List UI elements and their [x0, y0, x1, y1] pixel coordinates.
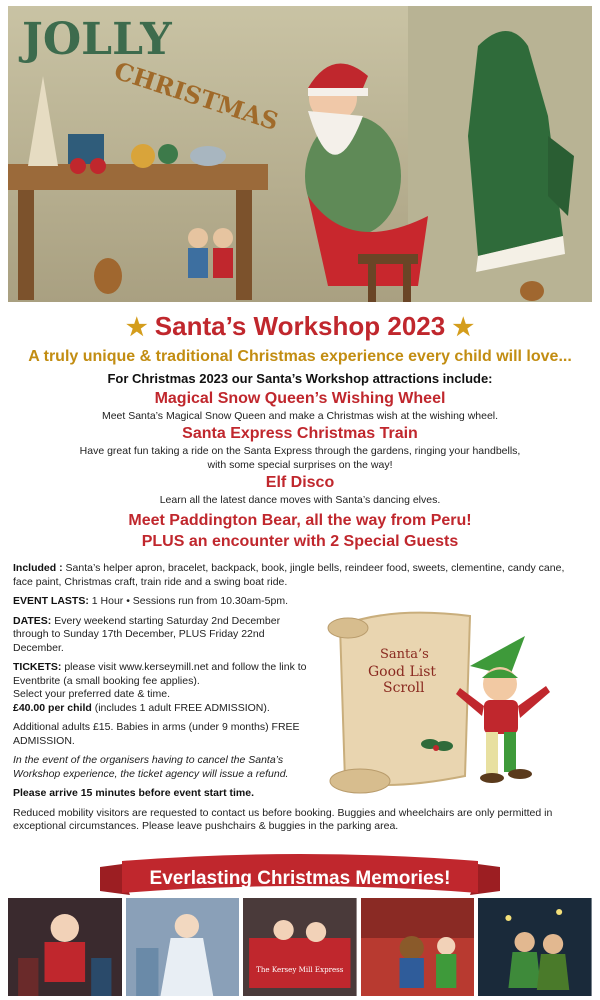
arrive-note	[13, 787, 313, 801]
dates-paragraph	[13, 615, 313, 656]
attraction-desc-train-line2: with some special surprises on the way!	[207, 459, 393, 471]
included-text: Santa’s helper apron, bracelet, backpack, book, jingle bells, reindeer food, sweets, clementine, candy cane, face paint, Christmas craft, train ride and a swing boat ride.	[13, 562, 565, 588]
attraction-title-train: Santa Express Christmas Train	[182, 425, 418, 442]
memories-banner	[100, 853, 500, 899]
price-rest: (includes 1 adult FREE ADMISSION).	[91, 701, 270, 714]
photo-elves	[478, 898, 592, 996]
page-title-text: Santa’s Workshop 2023	[154, 311, 446, 341]
scroll-line2: Good List	[368, 664, 437, 680]
photo-paddington	[361, 898, 475, 996]
hero-illustration	[8, 6, 592, 302]
price-bold: £40.00 per child	[13, 701, 92, 714]
mobility-note: Reduced mobility visitors are requested to contact us before booking. Buggies and wheelchairs are only permitted in exceptional circumstances. Please leave pushchairs & buggies in the parking area.	[13, 806, 553, 832]
page-title	[0, 310, 600, 344]
tagline: A truly unique & traditional Christmas experience every child will love...	[28, 348, 572, 365]
arrive-text: Please arrive 15 minutes before event start time.	[13, 787, 255, 799]
star-icon: ★	[452, 314, 474, 341]
photo-santa	[8, 898, 122, 996]
hero-banner-line1: JOLLY	[22, 14, 172, 65]
included-label: Included :	[13, 562, 63, 574]
attraction-desc-wishing-wheel: Meet Santa’s Magical Snow Queen and make a Christmas wish at the wishing wheel.	[101, 410, 499, 422]
event-lasts-text: 1 Hour • Sessions run from 10.30am-5pm.	[88, 595, 289, 607]
attraction-title-elf-disco: Elf Disco	[265, 474, 335, 491]
tickets-label: TICKETS:	[13, 661, 62, 673]
highlight-special-guests: PLUS an encounter with 2 Special Guests	[141, 533, 459, 550]
photo-strip	[8, 898, 592, 996]
attraction-desc-elf-disco: Learn all the latest dance moves with Santa’s dancing elves.	[159, 494, 441, 506]
dates-text: Every weekend starting Saturday 2nd December through to Sunday 17th December, PLUS Friday 22nd December.	[13, 614, 281, 654]
tickets-paragraph	[13, 661, 313, 715]
dates-label: DATES:	[13, 614, 52, 627]
highlight-paddington: Meet Paddington Bear, all the way from Peru!	[128, 512, 472, 529]
photo-santa-express	[243, 898, 357, 996]
tickets-text: please visit www.kerseymill.net and follow the link to Eventbrite (a small booking fee applies).	[13, 661, 307, 687]
banner-text: Everlasting Christmas Memories!	[149, 868, 451, 889]
attraction-desc-train-line1: Have great fun taking a ride on the Santa Express through the gardens, ringing your handbells,	[79, 445, 521, 457]
good-list-scroll	[320, 596, 582, 802]
tickets-select-text: Select your preferred date & time.	[13, 688, 170, 700]
elf-icon	[456, 636, 550, 783]
included-paragraph	[13, 562, 587, 589]
star-icon: ★	[126, 314, 148, 341]
event-lasts-paragraph	[13, 595, 313, 609]
main-content	[0, 306, 600, 552]
additional-paragraph: Additional adults £15. Babies in arms (under 9 months) FREE ADMISSION.	[13, 721, 300, 747]
intro-text: For Christmas 2023 our Santa’s Workshop attractions include:	[107, 371, 493, 386]
cancel-note: In the event of the organisers having to cancel the Santa’s Workshop experience, the ticket agency will issue a refund.	[13, 754, 289, 780]
scroll-line1: Santa’s	[380, 647, 429, 662]
scroll-line3: Scroll	[383, 680, 425, 696]
hero-banner-line2: CHRISTMAS	[110, 55, 283, 137]
photo-caption: The Kersey Mill Express	[256, 965, 344, 974]
photo-snow-queen	[126, 898, 240, 996]
event-lasts-label: EVENT LASTS:	[13, 595, 89, 607]
attraction-title-wishing-wheel: Magical Snow Queen’s Wishing Wheel	[154, 390, 446, 407]
